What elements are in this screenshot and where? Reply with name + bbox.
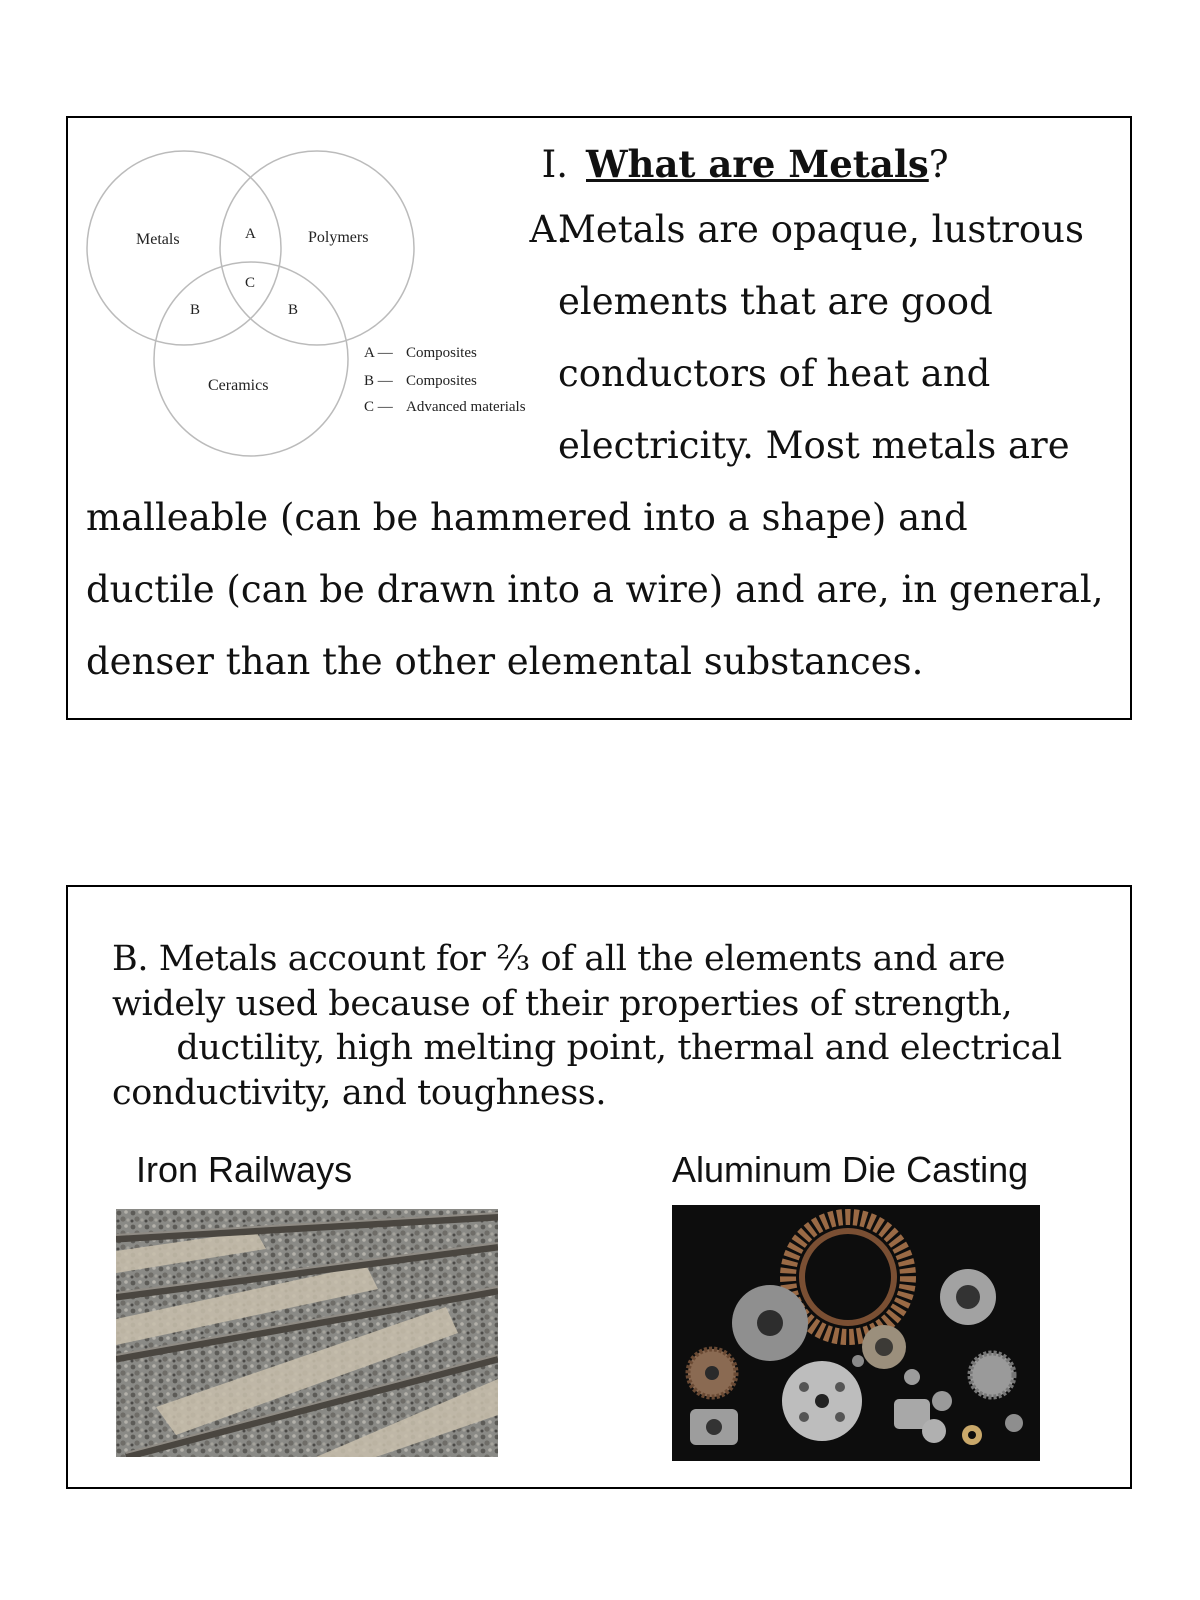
section-heading xyxy=(518,140,949,189)
legend-key-b: B — xyxy=(364,373,393,389)
aluminum-die-casting-photo xyxy=(672,1205,1040,1461)
paragraph-line: B. Metals account for ⅔ of all the elements and are xyxy=(112,939,1006,979)
iron-railway-photo xyxy=(116,1209,498,1457)
venn-region-b-right: B xyxy=(288,302,299,318)
venn-region-c: C xyxy=(245,275,256,291)
paragraph-line: ductile (can be drawn into a wire) and are, in general, xyxy=(86,568,1104,611)
legend-value-c: Advanced materials xyxy=(406,399,526,415)
paragraph-line: conductors of heat and xyxy=(558,352,991,395)
legend-value-a: Composites xyxy=(406,345,477,361)
legend-key-c: C — xyxy=(364,399,393,415)
venn-label-metals: Metals xyxy=(136,231,180,248)
paragraph-b xyxy=(112,937,1112,1115)
metals-definition-card xyxy=(66,116,1132,720)
paragraph-line: denser than the other elemental substances. xyxy=(86,640,924,683)
paragraph-line: malleable (can be hammered into a shape) and xyxy=(86,496,968,539)
venn-label-polymers: Polymers xyxy=(308,229,369,246)
paragraph-line: widely used because of their properties of strength, xyxy=(112,983,1013,1024)
heading-punctuation: ? xyxy=(928,143,949,186)
paragraph-line: Metals are opaque, lustrous xyxy=(558,208,1084,251)
caption-aluminum-die-casting: Aluminum Die Casting xyxy=(672,1149,1029,1190)
paragraph-line: elements that are good xyxy=(558,280,993,323)
paragraph-letter-a: A. xyxy=(529,208,568,251)
venn-region-b-left: B xyxy=(190,302,201,318)
metals-uses-card xyxy=(66,885,1132,1489)
paragraph-line: ductility, high melting point, thermal and electrical xyxy=(112,1028,1062,1068)
caption-iron-railways: Iron Railways xyxy=(136,1149,353,1190)
paragraph-a xyxy=(68,194,1128,694)
paragraph-line: electricity. Most metals are xyxy=(558,424,1070,467)
venn-region-a: A xyxy=(245,226,256,242)
legend-key-a: A — xyxy=(364,345,393,361)
heading-number: I. xyxy=(541,143,568,186)
paragraph-line: conductivity, and toughness. xyxy=(112,1072,607,1113)
legend-value-b: Composites xyxy=(406,373,477,389)
venn-label-ceramics: Ceramics xyxy=(208,377,269,394)
heading-title: What are Metals xyxy=(586,142,929,186)
